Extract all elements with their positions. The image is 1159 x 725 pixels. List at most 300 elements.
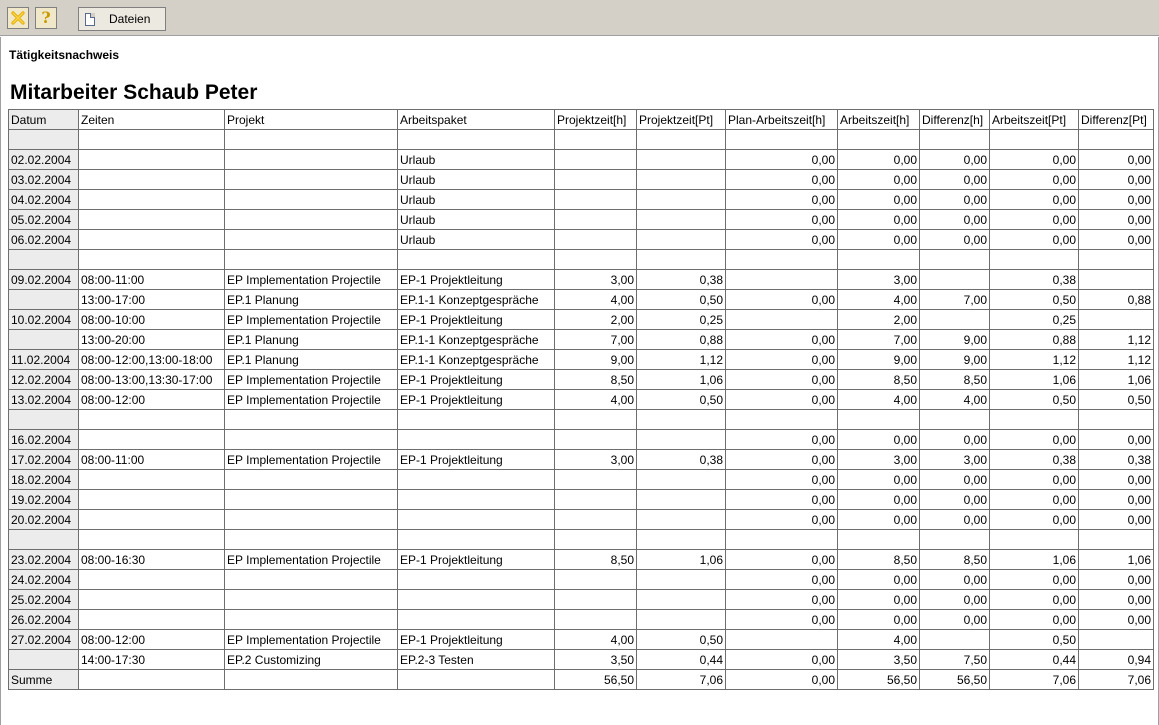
- table-cell: [225, 230, 398, 250]
- table-cell: 8,50: [555, 370, 637, 390]
- table-cell: 0,00: [838, 590, 920, 610]
- table-cell: 0,00: [920, 570, 990, 590]
- table-row: [9, 650, 1154, 670]
- table-cell: [637, 170, 726, 190]
- table-cell: [555, 510, 637, 530]
- table-cell: 0,00: [726, 590, 838, 610]
- table-cell: 0,00: [990, 430, 1079, 450]
- table-cell: 0,00: [838, 170, 920, 190]
- table-cell: 9,00: [555, 350, 637, 370]
- table-cell: [225, 610, 398, 630]
- table-cell: 9,00: [838, 350, 920, 370]
- summary-cell: 56,50: [555, 670, 637, 690]
- table-cell: [398, 610, 555, 630]
- table-cell: [398, 490, 555, 510]
- column-header: Differenz[Pt]: [1079, 110, 1154, 130]
- table-cell: [79, 190, 225, 210]
- table-cell: [1079, 130, 1154, 150]
- table-cell: EP.1 Planung: [225, 350, 398, 370]
- table-cell: 1,06: [990, 370, 1079, 390]
- table-cell: EP-1 Projektleitung: [398, 630, 555, 650]
- table-cell: EP.1-1 Konzeptgespräche: [398, 290, 555, 310]
- table-cell: 0,00: [726, 470, 838, 490]
- table-row: [9, 390, 1154, 410]
- table-cell: 0,00: [990, 210, 1079, 230]
- table-cell: [225, 530, 398, 550]
- close-icon: [10, 10, 26, 26]
- table-row: [9, 630, 1154, 650]
- table-cell: 0,00: [920, 170, 990, 190]
- help-icon: ?: [41, 8, 51, 27]
- table-cell: [225, 170, 398, 190]
- table-cell: [838, 530, 920, 550]
- table-cell: [726, 630, 838, 650]
- table-cell: [79, 470, 225, 490]
- table-cell: 0,25: [990, 310, 1079, 330]
- table-cell: 1,06: [637, 550, 726, 570]
- column-header: Projektzeit[Pt]: [637, 110, 726, 130]
- table-cell: [637, 410, 726, 430]
- table-cell: [920, 630, 990, 650]
- table-cell: 0,00: [990, 610, 1079, 630]
- table-cell: [225, 470, 398, 490]
- table-cell: 3,00: [838, 450, 920, 470]
- table-row: [9, 130, 1154, 150]
- table-cell: Urlaub: [398, 210, 555, 230]
- document-icon: [85, 13, 95, 26]
- table-cell: [398, 470, 555, 490]
- table-cell: [555, 530, 637, 550]
- table-header-row: [9, 110, 1154, 130]
- table-cell: 7,00: [920, 290, 990, 310]
- table-cell: 0,00: [1079, 170, 1154, 190]
- table-cell: 0,00: [726, 230, 838, 250]
- table-row: [9, 430, 1154, 450]
- table-cell: 08:00-12:00,13:00-18:00: [79, 350, 225, 370]
- column-header: Plan-Arbeitszeit[h]: [726, 110, 838, 130]
- table-cell: EP Implementation Projectile: [225, 550, 398, 570]
- table-cell: 0,50: [990, 630, 1079, 650]
- table-cell: 02.02.2004: [9, 150, 79, 170]
- help-button[interactable]: [35, 7, 57, 29]
- table-cell: 17.02.2004: [9, 450, 79, 470]
- summary-cell: [398, 670, 555, 690]
- table-cell: 8,50: [838, 550, 920, 570]
- table-cell: [555, 590, 637, 610]
- table-cell: 0,00: [1079, 150, 1154, 170]
- table-cell: [637, 610, 726, 630]
- table-cell: [225, 570, 398, 590]
- table-cell: 0,00: [726, 430, 838, 450]
- table-cell: 1,06: [1079, 370, 1154, 390]
- table-cell: [225, 510, 398, 530]
- table-cell: 0,00: [920, 430, 990, 450]
- table-cell: 0,25: [637, 310, 726, 330]
- table-cell: EP Implementation Projectile: [225, 310, 398, 330]
- table-cell: 2,00: [838, 310, 920, 330]
- table-cell: [79, 130, 225, 150]
- table-cell: [920, 530, 990, 550]
- table-cell: 8,50: [920, 370, 990, 390]
- table-cell: 1,12: [637, 350, 726, 370]
- table-cell: [79, 430, 225, 450]
- table-cell: 10.02.2004: [9, 310, 79, 330]
- table-cell: 0,00: [920, 470, 990, 490]
- table-cell: Urlaub: [398, 170, 555, 190]
- table-cell: 0,00: [990, 590, 1079, 610]
- table-cell: [920, 250, 990, 270]
- table-cell: [637, 130, 726, 150]
- table-cell: 0,00: [990, 470, 1079, 490]
- table-cell: 0,00: [920, 150, 990, 170]
- table-cell: [79, 610, 225, 630]
- table-cell: 0,00: [1079, 470, 1154, 490]
- table-cell: [637, 230, 726, 250]
- table-cell: 0,00: [990, 490, 1079, 510]
- table-cell: 12.02.2004: [9, 370, 79, 390]
- report-title: Tätigkeitsnachweis: [9, 48, 120, 62]
- toolbar: [0, 0, 1159, 36]
- table-cell: [920, 270, 990, 290]
- summary-cell: 0,00: [726, 670, 838, 690]
- table-cell: EP.1-1 Konzeptgespräche: [398, 330, 555, 350]
- table-cell: [79, 490, 225, 510]
- table-cell: [555, 230, 637, 250]
- table-row: [9, 410, 1154, 430]
- table-cell: [726, 310, 838, 330]
- summary-cell: 56,50: [920, 670, 990, 690]
- table-cell: 4,00: [920, 390, 990, 410]
- table-cell: 0,00: [920, 490, 990, 510]
- table-cell: EP Implementation Projectile: [225, 390, 398, 410]
- summary-row: [9, 670, 1154, 690]
- table-cell: [555, 210, 637, 230]
- table-cell: 0,00: [990, 510, 1079, 530]
- table-cell: 0,00: [920, 510, 990, 530]
- table-cell: [990, 130, 1079, 150]
- table-row: [9, 330, 1154, 350]
- table-cell: [9, 650, 79, 670]
- table-cell: EP Implementation Projectile: [225, 370, 398, 390]
- table-cell: [555, 130, 637, 150]
- summary-cell: 7,06: [637, 670, 726, 690]
- table-cell: [225, 190, 398, 210]
- table-cell: 0,38: [990, 270, 1079, 290]
- table-cell: 0,00: [990, 190, 1079, 210]
- table-cell: [398, 250, 555, 270]
- table-cell: 1,12: [1079, 350, 1154, 370]
- table-cell: 0,00: [726, 370, 838, 390]
- table-cell: 13:00-17:00: [79, 290, 225, 310]
- table-cell: 0,88: [1079, 290, 1154, 310]
- table-cell: [920, 130, 990, 150]
- table-cell: 0,00: [726, 350, 838, 370]
- table-cell: [79, 250, 225, 270]
- table-cell: [637, 430, 726, 450]
- table-row: [9, 530, 1154, 550]
- table-cell: 0,00: [838, 490, 920, 510]
- table-cell: 0,50: [1079, 390, 1154, 410]
- table-cell: 0,44: [990, 650, 1079, 670]
- table-cell: [225, 430, 398, 450]
- column-header: Arbeitszeit[h]: [838, 110, 920, 130]
- table-row: [9, 190, 1154, 210]
- table-cell: [1079, 630, 1154, 650]
- summary-cell: 7,06: [1079, 670, 1154, 690]
- table-cell: [555, 470, 637, 490]
- table-cell: 3,50: [838, 650, 920, 670]
- table-row: [9, 270, 1154, 290]
- table-cell: [9, 330, 79, 350]
- table-cell: 0,00: [838, 230, 920, 250]
- table-cell: [555, 250, 637, 270]
- table-cell: [9, 130, 79, 150]
- table-cell: [637, 590, 726, 610]
- table-cell: [79, 590, 225, 610]
- table-cell: 0,00: [1079, 590, 1154, 610]
- table-cell: 2,00: [555, 310, 637, 330]
- table-cell: EP-1 Projektleitung: [398, 270, 555, 290]
- summary-cell: [79, 670, 225, 690]
- column-header: Differenz[h]: [920, 110, 990, 130]
- table-cell: [1079, 270, 1154, 290]
- table-cell: [637, 530, 726, 550]
- table-cell: 8,50: [555, 550, 637, 570]
- table-cell: 0,50: [637, 630, 726, 650]
- table-cell: [398, 530, 555, 550]
- table-cell: 4,00: [555, 630, 637, 650]
- table-cell: 0,00: [838, 510, 920, 530]
- table-cell: 16.02.2004: [9, 430, 79, 450]
- table-cell: 0,00: [920, 610, 990, 630]
- table-cell: 27.02.2004: [9, 630, 79, 650]
- files-button-label: Dateien: [109, 12, 151, 26]
- table-cell: [398, 510, 555, 530]
- table-cell: 1,12: [990, 350, 1079, 370]
- table-cell: 03.02.2004: [9, 170, 79, 190]
- table-cell: EP-1 Projektleitung: [398, 310, 555, 330]
- table-cell: [555, 490, 637, 510]
- table-cell: [225, 210, 398, 230]
- summary-cell: [225, 670, 398, 690]
- table-cell: [637, 150, 726, 170]
- table-cell: EP-1 Projektleitung: [398, 450, 555, 470]
- table-cell: 11.02.2004: [9, 350, 79, 370]
- table-cell: [726, 250, 838, 270]
- table-row: [9, 150, 1154, 170]
- table-cell: 05.02.2004: [9, 210, 79, 230]
- table-cell: [79, 510, 225, 530]
- table-cell: 3,00: [555, 270, 637, 290]
- table-cell: 25.02.2004: [9, 590, 79, 610]
- table-cell: [398, 430, 555, 450]
- table-cell: 0,00: [726, 190, 838, 210]
- table-cell: 0,00: [990, 150, 1079, 170]
- table-cell: [225, 590, 398, 610]
- table-cell: [79, 170, 225, 190]
- table-cell: 0,00: [726, 210, 838, 230]
- table-cell: [9, 290, 79, 310]
- table-cell: 0,00: [838, 470, 920, 490]
- table-cell: 26.02.2004: [9, 610, 79, 630]
- table-cell: [79, 230, 225, 250]
- table-cell: [225, 490, 398, 510]
- table-cell: 0,38: [990, 450, 1079, 470]
- table-cell: [555, 430, 637, 450]
- table-cell: [79, 210, 225, 230]
- table-cell: [1079, 410, 1154, 430]
- table-row: [9, 550, 1154, 570]
- column-header: Arbeitszeit[Pt]: [990, 110, 1079, 130]
- table-cell: Urlaub: [398, 230, 555, 250]
- table-row: [9, 610, 1154, 630]
- table-cell: [990, 250, 1079, 270]
- column-header: Projekt: [225, 110, 398, 130]
- table-cell: 0,38: [637, 270, 726, 290]
- table-cell: 0,00: [838, 570, 920, 590]
- table-cell: 3,00: [920, 450, 990, 470]
- table-cell: 0,00: [1079, 190, 1154, 210]
- table-cell: 0,00: [1079, 610, 1154, 630]
- table-cell: [79, 150, 225, 170]
- table-cell: 13.02.2004: [9, 390, 79, 410]
- table-cell: [225, 130, 398, 150]
- table-cell: [920, 310, 990, 330]
- table-cell: [79, 410, 225, 430]
- table-cell: [726, 530, 838, 550]
- table-cell: 7,00: [555, 330, 637, 350]
- table-cell: [9, 530, 79, 550]
- table-cell: 0,00: [990, 230, 1079, 250]
- table-cell: 08:00-11:00: [79, 270, 225, 290]
- table-cell: [398, 410, 555, 430]
- table-cell: 0,00: [726, 290, 838, 310]
- table-row: [9, 290, 1154, 310]
- table-cell: [726, 130, 838, 150]
- table-cell: [637, 510, 726, 530]
- table-cell: [637, 190, 726, 210]
- table-cell: 0,00: [920, 590, 990, 610]
- table-cell: [637, 210, 726, 230]
- table-cell: [1079, 310, 1154, 330]
- table-cell: EP-1 Projektleitung: [398, 550, 555, 570]
- table-cell: [1079, 530, 1154, 550]
- table-cell: [9, 250, 79, 270]
- table-cell: 0,00: [838, 190, 920, 210]
- table-cell: 9,00: [920, 330, 990, 350]
- table-cell: 0,00: [726, 510, 838, 530]
- table-cell: [990, 530, 1079, 550]
- table-cell: EP-1 Projektleitung: [398, 390, 555, 410]
- table-cell: [920, 410, 990, 430]
- table-cell: 0,94: [1079, 650, 1154, 670]
- table-cell: 8,50: [920, 550, 990, 570]
- table-cell: 4,00: [838, 290, 920, 310]
- table-cell: 13:00-20:00: [79, 330, 225, 350]
- files-button[interactable]: [78, 7, 166, 31]
- table-cell: [398, 570, 555, 590]
- column-header: Datum: [9, 110, 79, 130]
- table-cell: 1,06: [637, 370, 726, 390]
- table-cell: [637, 570, 726, 590]
- table-cell: EP.2-3 Testen: [398, 650, 555, 670]
- table-cell: 4,00: [838, 390, 920, 410]
- table-cell: 1,06: [1079, 550, 1154, 570]
- summary-cell: Summe: [9, 670, 79, 690]
- table-cell: 24.02.2004: [9, 570, 79, 590]
- table-cell: Urlaub: [398, 150, 555, 170]
- table-cell: [637, 490, 726, 510]
- table-cell: 0,00: [990, 170, 1079, 190]
- table-cell: 04.02.2004: [9, 190, 79, 210]
- table-cell: 0,50: [637, 390, 726, 410]
- table-cell: 08:00-11:00: [79, 450, 225, 470]
- table-cell: 0,00: [838, 210, 920, 230]
- table-cell: 08:00-13:00,13:30-17:00: [79, 370, 225, 390]
- employee-heading: Mitarbeiter Schaub Peter: [10, 81, 258, 104]
- table-cell: 3,00: [838, 270, 920, 290]
- table-cell: EP.2 Customizing: [225, 650, 398, 670]
- table-cell: 8,50: [838, 370, 920, 390]
- table-cell: EP.1-1 Konzeptgespräche: [398, 350, 555, 370]
- table-row: [9, 470, 1154, 490]
- table-cell: 18.02.2004: [9, 470, 79, 490]
- table-cell: 0,00: [726, 330, 838, 350]
- table-cell: 0,00: [1079, 430, 1154, 450]
- table-cell: 0,38: [637, 450, 726, 470]
- table-cell: [555, 190, 637, 210]
- table-cell: [555, 610, 637, 630]
- close-button[interactable]: [7, 7, 29, 29]
- table-cell: 0,00: [726, 650, 838, 670]
- table-cell: [555, 170, 637, 190]
- table-cell: 0,00: [920, 210, 990, 230]
- table-cell: [225, 410, 398, 430]
- table-cell: 9,00: [920, 350, 990, 370]
- table-cell: [555, 150, 637, 170]
- table-cell: [637, 250, 726, 270]
- table-cell: 0,00: [838, 150, 920, 170]
- table-cell: 0,88: [990, 330, 1079, 350]
- table-cell: 08:00-12:00: [79, 630, 225, 650]
- report-content: [0, 37, 1159, 725]
- table-cell: EP Implementation Projectile: [225, 270, 398, 290]
- summary-cell: 7,06: [990, 670, 1079, 690]
- table-cell: 0,38: [1079, 450, 1154, 470]
- table-cell: EP Implementation Projectile: [225, 630, 398, 650]
- table-cell: 0,50: [990, 290, 1079, 310]
- table-cell: 1,06: [990, 550, 1079, 570]
- table-cell: 09.02.2004: [9, 270, 79, 290]
- table-cell: Urlaub: [398, 190, 555, 210]
- table-cell: [79, 570, 225, 590]
- table-cell: EP.1 Planung: [225, 290, 398, 310]
- table-cell: 4,00: [555, 390, 637, 410]
- table-cell: 0,50: [637, 290, 726, 310]
- table-cell: 0,00: [726, 170, 838, 190]
- table-cell: [555, 410, 637, 430]
- table-cell: 08:00-16:30: [79, 550, 225, 570]
- table-cell: 19.02.2004: [9, 490, 79, 510]
- column-header: Zeiten: [79, 110, 225, 130]
- table-cell: [838, 130, 920, 150]
- table-cell: [637, 470, 726, 490]
- table-cell: 3,50: [555, 650, 637, 670]
- table-cell: 0,00: [838, 610, 920, 630]
- summary-cell: 56,50: [838, 670, 920, 690]
- table-cell: [555, 570, 637, 590]
- table-cell: [79, 530, 225, 550]
